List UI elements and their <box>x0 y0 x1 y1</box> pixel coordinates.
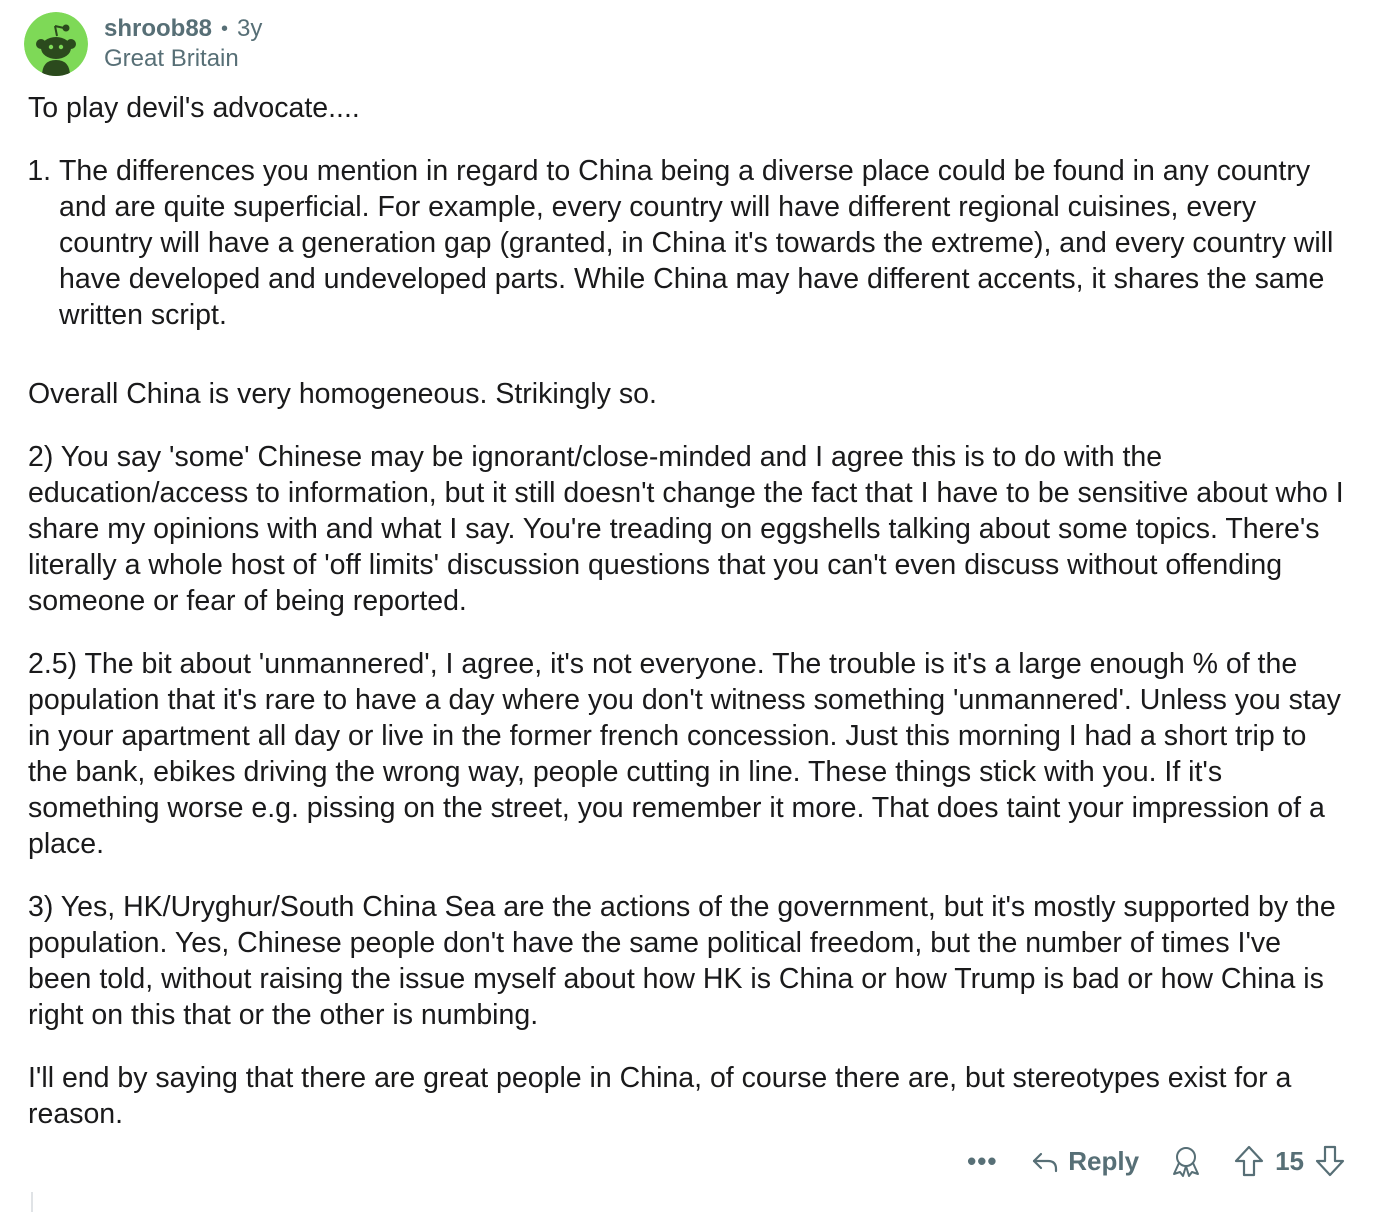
author-line <box>104 14 262 44</box>
point-2-5-paragraph: 2.5) The bit about 'unmannered', I agree, it's not everyone. The trouble is it's a large enough % of the population that it's rare to have a day where you don't witness something 'unmannered'. Unless you stay in your apartment all day or live in the former french concession. Just this morning I had a short trip to the bank, ebikes driving the wrong way, people cutting in line. These things stick with you. If it's something worse e.g. pissing on the street, you remember it more. That does taint your impression of a place. <box>28 648 1341 860</box>
closing-paragraph: I'll end by saying that there are great people in China, of course there are, but stereotypes exist for a reason. <box>28 1062 1292 1130</box>
avatar[interactable] <box>24 12 88 76</box>
reply-label: Reply <box>1068 1145 1140 1176</box>
award-icon <box>1169 1144 1203 1178</box>
user-flair: Great Britain <box>104 45 239 72</box>
more-options-icon: ••• <box>967 1145 998 1176</box>
meta-separator: • <box>221 18 229 40</box>
numbered-list <box>28 153 1348 333</box>
point-3-paragraph: 3) Yes, HK/Uryghur/South China Sea are the actions of the government, but it's mostly supported by the population. Yes, Chinese people don't have the same political freedom, but the number of times I've been told, without raising the issue myself about how HK is China or how Trump is bad or how China is right on this that or the other is numbing. <box>28 891 1336 1031</box>
intro-paragraph: To play devil's advocate.... <box>28 92 360 124</box>
reply-arrow-icon <box>1030 1146 1060 1176</box>
list-item: 1. The differences you mention in regard to China being a diverse place could be found in any country and are quite superficial. For example, every country will have different regional cuisines, every country will have a generation gap (granted, in China it's towards the extreme), and every country will have developed and undeveloped parts. While China may have different accents, it shares the same written script. <box>59 153 1348 333</box>
comment-body <box>28 90 1348 1159</box>
upvote-button[interactable] <box>1233 1144 1265 1178</box>
comment-meta <box>104 14 262 74</box>
upvote-arrow-icon <box>1233 1144 1265 1178</box>
downvote-arrow-icon <box>1314 1144 1346 1178</box>
vote-score: 15 <box>1275 1145 1304 1176</box>
award-button[interactable] <box>1169 1144 1203 1178</box>
snoo-avatar-icon <box>24 12 88 76</box>
username-link[interactable]: shroob88 <box>104 15 213 42</box>
downvote-button[interactable] <box>1314 1144 1346 1178</box>
reply-button[interactable] <box>1030 1146 1139 1177</box>
thread-line[interactable] <box>31 1192 33 1212</box>
point-2-paragraph: 2) You say 'some' Chinese may be ignorant/close-minded and I agree this is to do with the education/access to information, but it still doesn't change the fact that I have to be sensitive about who I share my opinions with and what I say. You're treading on eggshells talking about some topics. There's literally a whole host of 'off limits' discussion questions that you can't even discuss without offending someone or fear of being reported. <box>28 441 1344 617</box>
comment-actions <box>964 1140 1346 1182</box>
overall-paragraph: Overall China is very homogeneous. Strikingly so. <box>28 378 657 410</box>
more-options-button[interactable] <box>964 1146 1000 1177</box>
comment-age[interactable]: 3y <box>237 15 263 42</box>
